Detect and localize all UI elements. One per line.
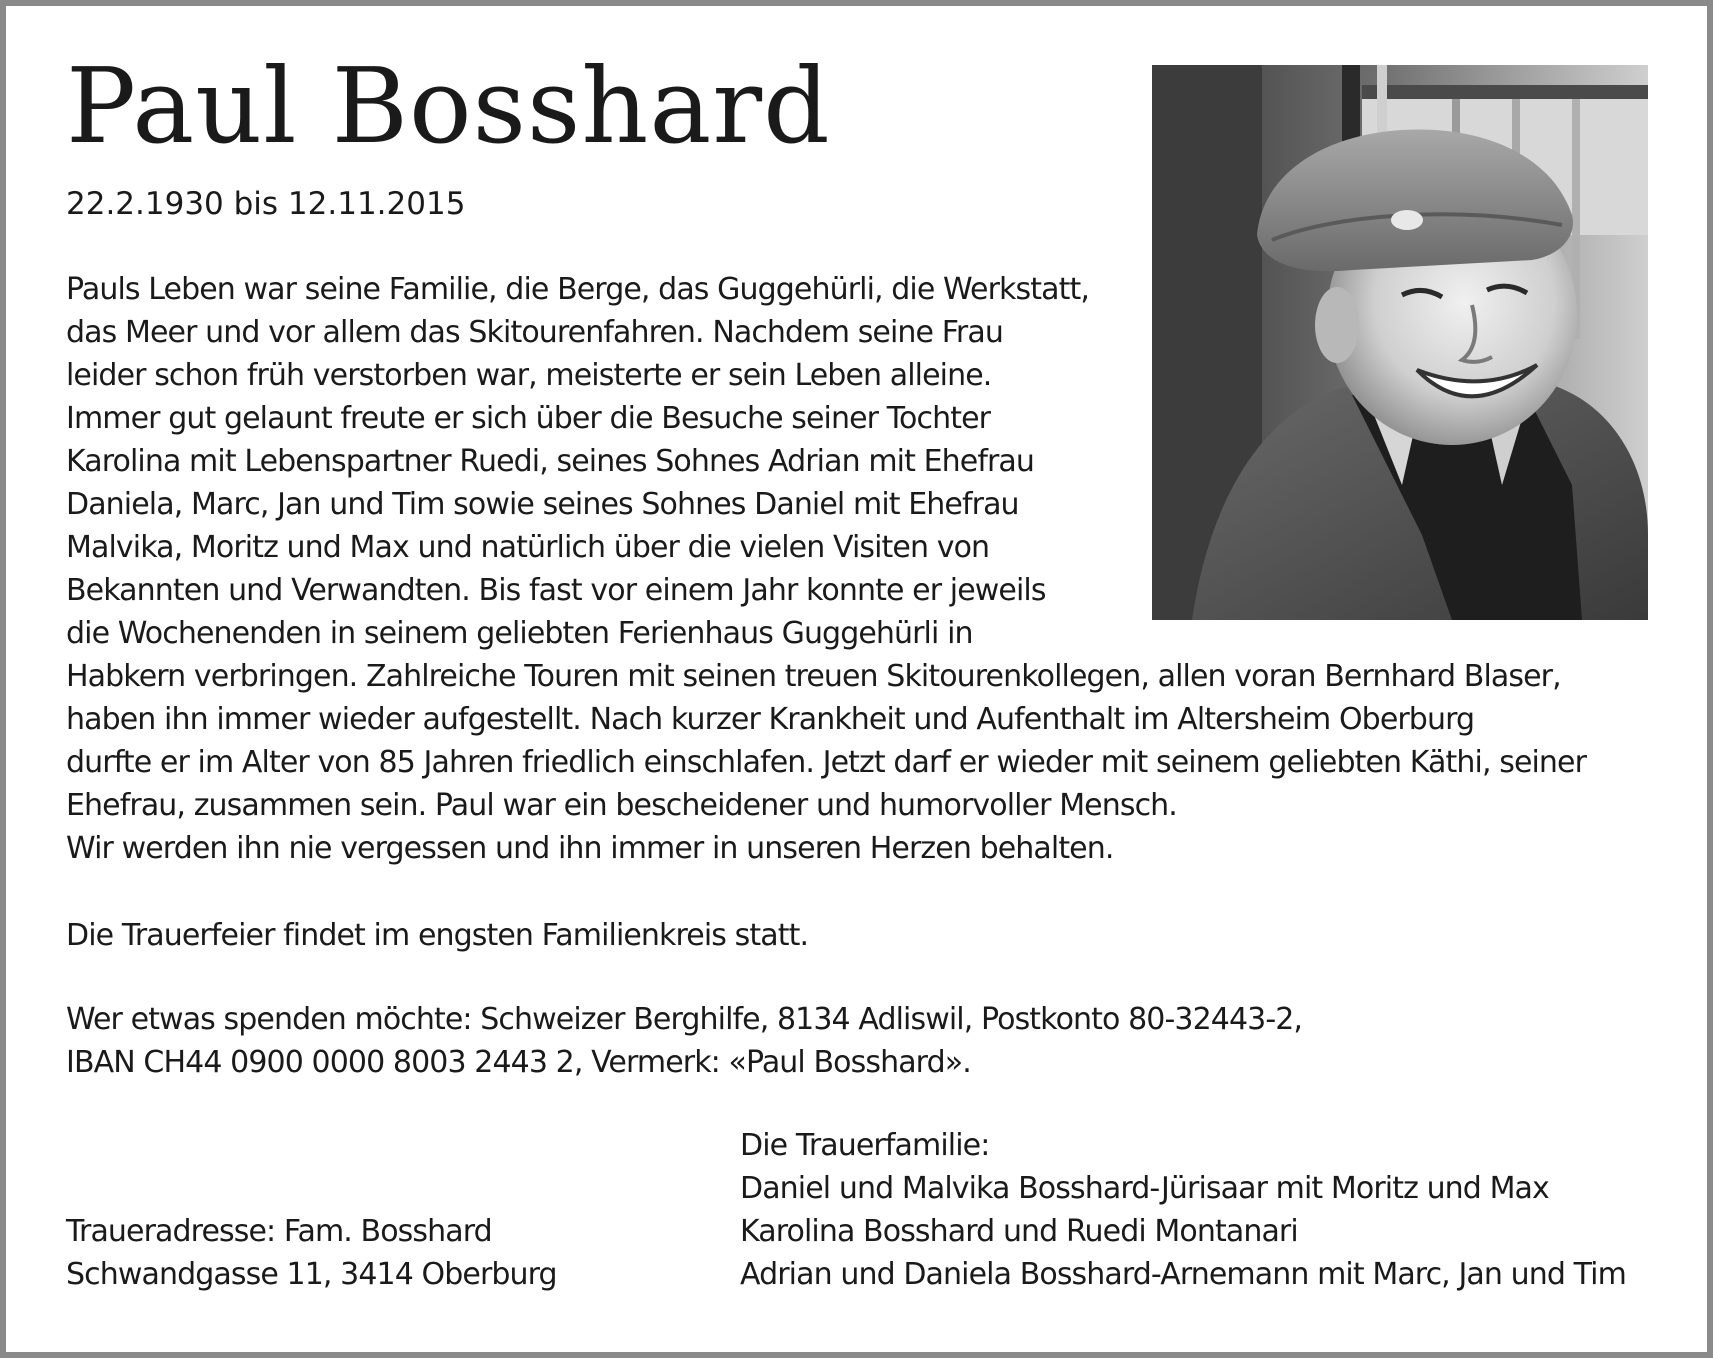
biography-line: Immer gut gelaunt freute er sich über die Besuche seiner Tochter <box>66 401 991 436</box>
life-dates: 22.2.1930 bis 12.11.2015 <box>66 186 466 222</box>
portrait-photo-icon <box>1152 65 1648 620</box>
biography-line: Habkern verbringen. Zahlreiche Touren mit seinen treuen Skitourenkollegen, allen voran Bernhard Blaser, <box>66 659 1561 694</box>
biography-line: Daniela, Marc, Jan und Tim sowie seines Sohnes Daniel mit Ehefrau <box>66 487 1019 522</box>
biography-line: die Wochenenden in seinem geliebten Ferienhaus Guggehürli in <box>66 616 973 651</box>
mourning-address <box>66 1210 557 1296</box>
biography-line: leider schon früh verstorben war, meisterte er sein Leben alleine. <box>66 358 992 393</box>
biography-line: haben ihn immer wieder aufgestellt. Nach kurzer Krankheit und Aufenthalt im Altersheim Oberburg <box>66 702 1475 737</box>
family-line: Die Trauerfamilie: <box>740 1128 990 1163</box>
biography-line: Wir werden ihn nie vergessen und ihn immer in unseren Herzen behalten. <box>66 831 1114 866</box>
donation-line: IBAN CH44 0900 0000 8003 2443 2, Vermerk: «Paul Bosshard». <box>66 1045 971 1080</box>
biography-line: Malvika, Moritz und Max und natürlich über die vielen Visiten von <box>66 530 990 565</box>
family-line: Adrian und Daniela Bosshard-Arnemann mit Marc, Jan und Tim <box>740 1257 1626 1292</box>
biography-line: durfte er im Alter von 85 Jahren friedlich einschlafen. Jetzt darf er wieder mit seinem geliebten Käthi, seiner <box>66 745 1587 780</box>
biography-line: Pauls Leben war seine Familie, die Berge, das Guggehürli, die Werkstatt, <box>66 272 1089 307</box>
family-line: Daniel und Malvika Bosshard-Jürisaar mit Moritz und Max <box>740 1171 1549 1206</box>
mourning-family <box>740 1124 1626 1296</box>
biography-line: Bekannten und Verwandten. Bis fast vor einem Jahr konnte er jeweils <box>66 573 1046 608</box>
biography-line: Ehefrau, zusammen sein. Paul war ein bescheidener und humorvoller Mensch. <box>66 788 1177 823</box>
ceremony-notice: Die Trauerfeier findet im engsten Familienkreis statt. <box>66 918 809 953</box>
donation-line: Wer etwas spenden möchte: Schweizer Berghilfe, 8134 Adliswil, Postkonto 80-32443-2, <box>66 1002 1303 1037</box>
donation-info <box>66 998 1302 1084</box>
address-line: Schwandgasse 11, 3414 Oberburg <box>66 1257 557 1292</box>
biography-line: Karolina mit Lebenspartner Ruedi, seines Sohnes Adrian mit Ehefrau <box>66 444 1035 479</box>
deceased-name: Paul Bosshard <box>66 45 831 167</box>
address-line: Traueradresse: Fam. Bosshard <box>66 1214 492 1249</box>
family-line: Karolina Bosshard und Ruedi Montanari <box>740 1214 1298 1249</box>
portrait-photo <box>1152 65 1648 620</box>
biography-line: das Meer und vor allem das Skitourenfahren. Nachdem seine Frau <box>66 315 1003 350</box>
